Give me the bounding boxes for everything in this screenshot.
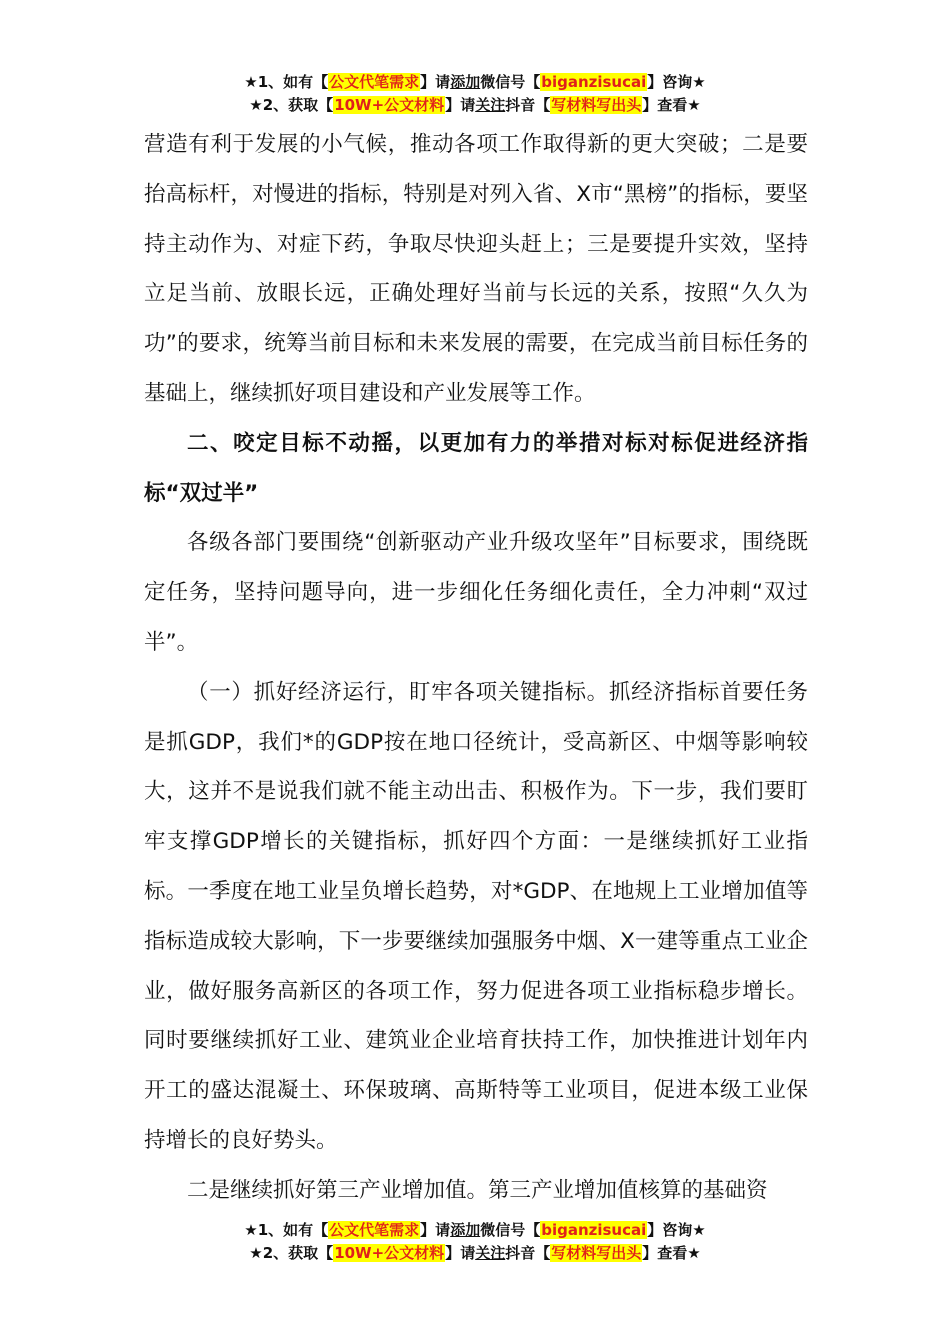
banner-text: ★1、如有【: [244, 1221, 329, 1239]
highlight-tag: biganzisucai: [541, 73, 647, 91]
underlined-text: 关注: [475, 96, 506, 114]
banner-text: 】查看★: [642, 1244, 701, 1262]
banner-text: 】请: [445, 1244, 476, 1262]
banner-text: 微信号【: [480, 1221, 541, 1239]
document-body: [144, 120, 808, 1216]
banner-text: 】请: [420, 1221, 451, 1239]
highlight-tag: biganzisucai: [541, 1221, 647, 1239]
banner-text: ★2、获取【: [249, 96, 334, 114]
banner-text: 微信号【: [480, 73, 541, 91]
paragraph: （一）抓好经济运行，盯牢各项关键指标。抓经济指标首要任务是抓GDP，我们*的GDP按在地口径统计，受高新区、中烟等影响较大，这并不是说我们就不能主动出击、积极作为。下一步，我们要盯牢支撑GDP增长的关键指标，抓好四个方面：一是继续抓好工业指标。一季度在地工业呈负增长趋势，对*GDP、在地规上工业增加值等指标造成较大影响，下一步要继续加强服务中烟、X一建等重点工业企业，做好服务高新区的各项工作，努力促进各项工业指标稳步增长。同时要继续抓好工业、建筑业企业培育扶持工作，加快推进计划年内开工的盛达混凝土、环保玻璃、高斯特等工业项目，促进本级工业保持增长的良好势头。: [144, 679, 808, 1153]
highlight-tag: 写材料写出头: [551, 96, 642, 114]
underlined-text: 添加: [450, 1221, 481, 1239]
section-heading: 二、咬定目标不动摇，以更加有力的举措对标对标促进经济指标“双过半”: [144, 430, 808, 506]
highlight-tag: 10W+公文材料: [334, 1244, 445, 1262]
banner-text: 】请: [445, 96, 476, 114]
banner-line-2: [0, 94, 950, 117]
banner-text: 抖音【: [505, 96, 551, 114]
banner-text: 】请: [420, 73, 451, 91]
underlined-text: 添加: [450, 73, 481, 91]
banner-text: ★1、如有【: [244, 73, 329, 91]
paragraph: 二是继续抓好第三产业增加值。第三产业增加值核算的基础资: [187, 1177, 768, 1203]
header-banner: [0, 71, 950, 117]
highlight-tag: 10W+公文材料: [334, 96, 445, 114]
banner-line-1: [0, 1219, 950, 1242]
banner-text: 抖音【: [505, 1244, 551, 1262]
paragraph: 营造有利于发展的小气候，推动各项工作取得新的更大突破；二是要抬高标杆，对慢进的指标，特别是对列入省、X市“黑榜”的指标，要坚持主动作为、对症下药，争取尽快迎头赶上；三是要提升实效，坚持立足当前、放眼长远，正确处理好当前与长远的关系，按照“久久为功”的要求，统筹当前目标和未来发展的需要，在完成当前目标任务的基础上，继续抓好项目建设和产业发展等工作。: [144, 132, 808, 406]
banner-line-1: [0, 71, 950, 94]
banner-text: 】查看★: [642, 96, 701, 114]
footer-banner: [0, 1219, 950, 1265]
highlight-tag: 写材料写出头: [551, 1244, 642, 1262]
underlined-text: 关注: [475, 1244, 506, 1262]
highlight-tag: 公文代笔需求: [329, 73, 420, 91]
banner-text: 】咨询★: [647, 73, 706, 91]
banner-text: 】咨询★: [647, 1221, 706, 1239]
banner-line-2: [0, 1242, 950, 1265]
banner-text: ★2、获取【: [249, 1244, 334, 1262]
highlight-tag: 公文代笔需求: [329, 1221, 420, 1239]
paragraph: 各级各部门要围绕“创新驱动产业升级攻坚年”目标要求，围绕既定任务，坚持问题导向，进一步细化任务细化责任，全力冲刺“双过半”。: [144, 530, 808, 655]
